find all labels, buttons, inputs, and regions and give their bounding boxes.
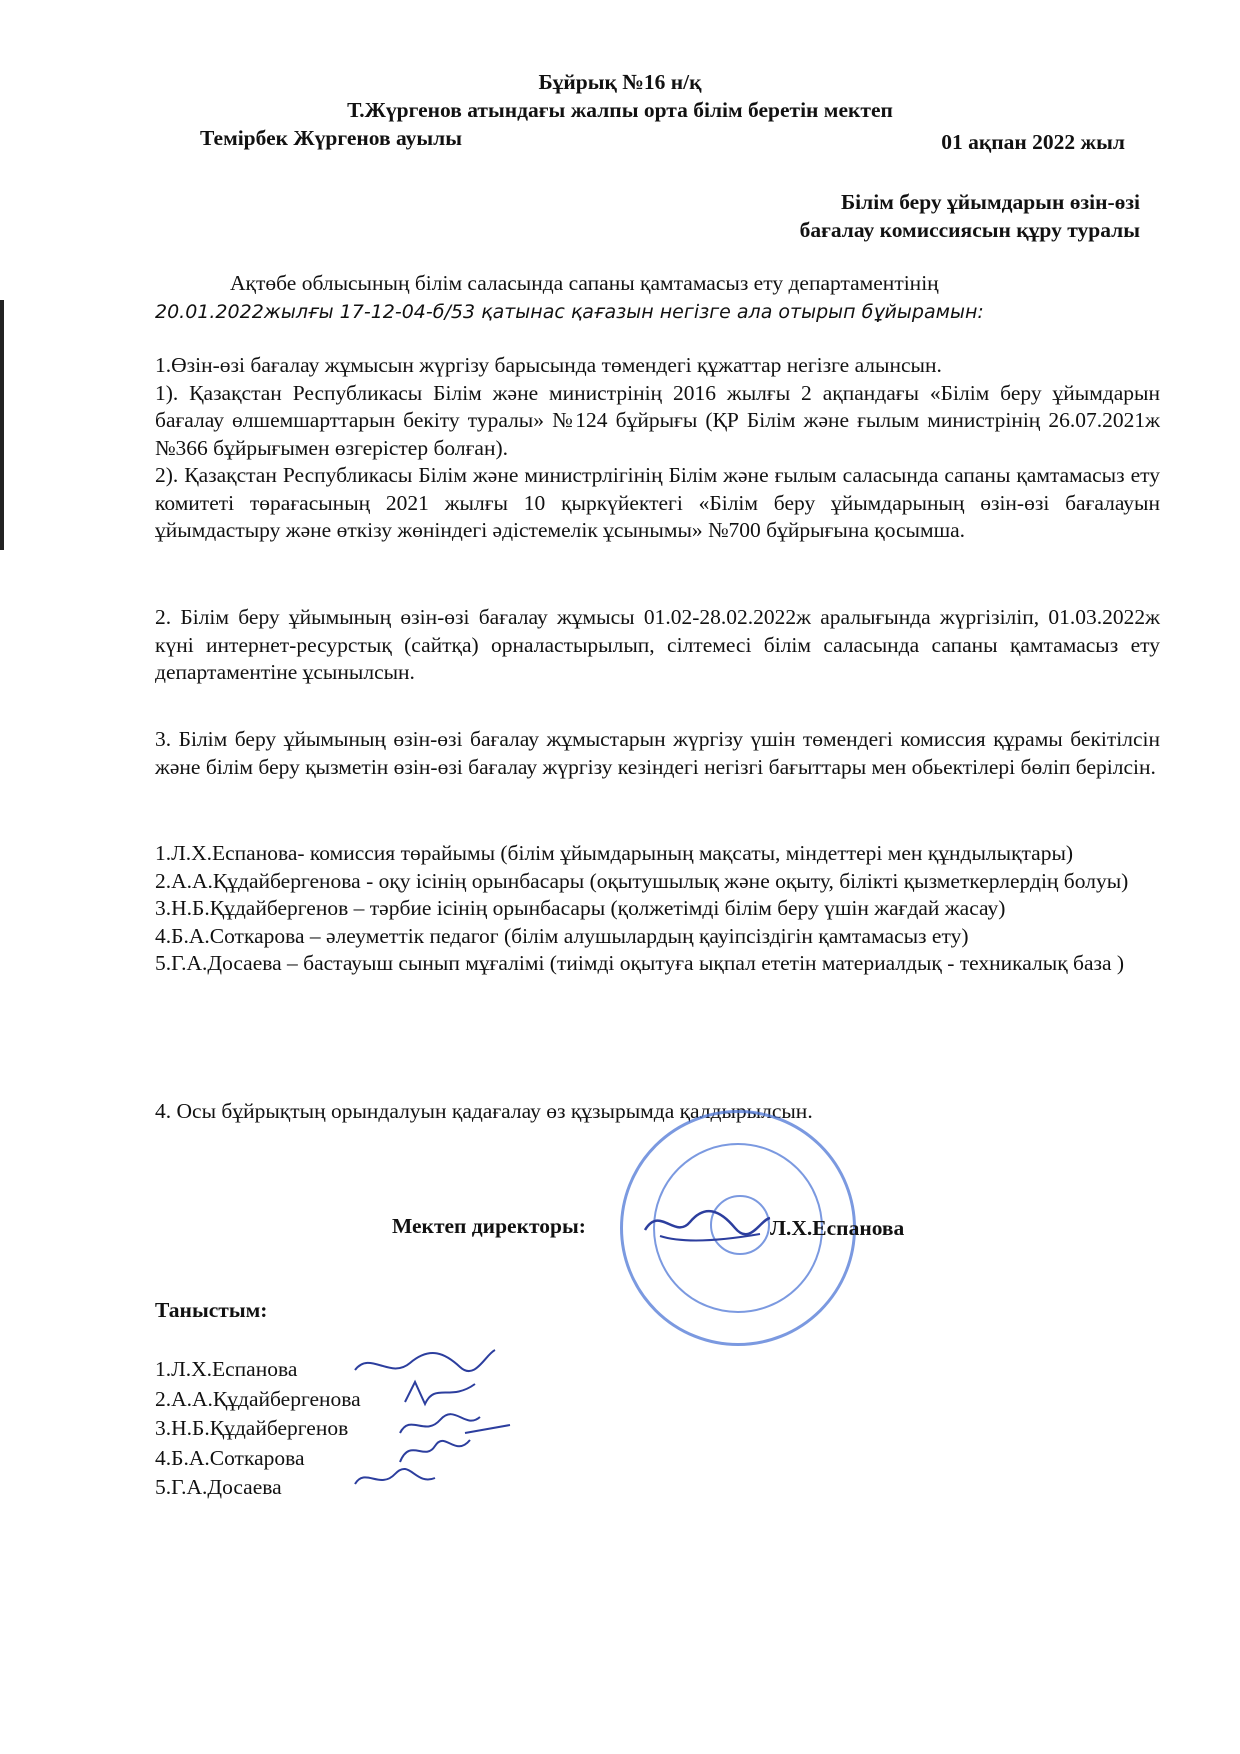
commission-members — [155, 840, 1160, 978]
member-item: 5.Г.А.Досаева – бастауыш сынып мұғалімі (тиімді оқытуға ықпал ететін материалдық - техникалық база ) — [155, 951, 1125, 975]
director-name: Л.Х.Еспанова — [770, 1216, 905, 1240]
village-name: Темірбек Жүргенов ауылы — [200, 126, 463, 150]
acquainted-name: 3.Н.Б.Құдайбергенов — [155, 1416, 349, 1440]
subject-line-2: бағалау комиссиясын құру туралы — [799, 218, 1140, 242]
order-date: 01 ақпан 2022 жыл — [941, 130, 1125, 154]
acquainted-name: 1.Л.Х.Еспанова — [155, 1357, 298, 1381]
point-1 — [155, 352, 1160, 545]
scan-edge-mark — [0, 300, 4, 550]
point-1-title: 1.Өзін-өзі бағалау жұмысын жүргізу барысында төмендегі құжаттар негізге алынсын. — [155, 353, 942, 377]
point-2: 2. Білім беру ұйымының өзін-өзі бағалау жұмысы 01.02-28.02.2022ж аралығында жүргізіліп, 01.03.2022ж күні интернет-ресурстық (сайтқа) орналастырылып, сілтемесі білім саласында сапаны қамтамасыз ету департаментіне ұсынылсын. — [155, 605, 1160, 684]
point-1-item-a: 1). Қазақстан Республикасы Білім және министрінің 2016 жылғы 2 ақпандағы «Білім беру ұйымдарын бағалау өлшемшарттарын бекіту туралы» №124 бұйрығы (ҚР Білім және ғылым министрінің 26.07.2021ж №366 бұйрығымен өзгерістер болған). — [155, 380, 1160, 460]
director-signature-icon — [640, 1200, 775, 1250]
acquainted-name: 4.Б.А.Соткарова — [155, 1445, 305, 1470]
intro-handwritten-text: 20.01.2022жылғы 17-12-04-б/53 қатынас қағазын негізге ала отырып бұйырамын: — [155, 300, 984, 323]
acquainted-list — [155, 1355, 361, 1503]
point-1-item-b: 2). Қазақстан Республикасы Білім және министрлігінің Білім және ғылым саласында сапаны қамтамасыз ету комитеті төрағасының 2021 жылғы 10 қыркүйектегі «Білім беру ұйымдарының өзін-өзі бағалауын ұйымдастыру және өткізу жөніндегі әдістемелік ұсынымы» №700 бұйрығына қосымша. — [155, 463, 1160, 542]
member-item: 3.Н.Б.Құдайбергенов – тәрбие ісінің орынбасары (қолжетімді білім беру үшін жағдай жасау) — [155, 896, 1006, 920]
acquainted-name: 5.Г.А.Досаева — [155, 1475, 282, 1499]
acquainted-name: 2.А.А.Құдайбергенова — [155, 1386, 361, 1411]
school-name: Т.Жүргенов атындағы жалпы орта білім беретін мектеп — [347, 98, 893, 122]
member-item: 4.Б.А.Соткарова – әлеуметтік педагог (білім алушылардың қауіпсіздігін қамтамасыз ету) — [155, 923, 969, 948]
member-item: 1.Л.Х.Еспанова- комиссия төрайымы (білім ұйымдарының мақсаты, міндеттері мен құндылықтары) — [155, 841, 1074, 865]
signature-5-icon — [350, 1462, 440, 1497]
member-item: 2.А.А.Құдайбергенова - оқу ісінің орынбасары (оқытушылық және оқыту, білікті қызметкерлердің болуы) — [155, 868, 1129, 893]
director-role: Мектеп директоры: — [392, 1214, 586, 1238]
intro-text: Ақтөбе облысының білім саласында сапаны қамтамасыз ету департаментінің — [230, 271, 939, 295]
point-4: 4. Осы бұйрықтың орындалуын қадағалау өз құзырымда қалдырылсын. — [155, 1099, 813, 1123]
intro-paragraph — [155, 270, 1160, 326]
point-3: 3. Білім беру ұйымының өзін-өзі бағалау жұмыстарын жүргізу үшін төмендегі комиссия құрамы бекітілсін және білім беру қызметін өзін-өзі бағалау жүргізу кезіндегі негізгі бағыттары мен обьектілері бөліп берілсін. — [155, 727, 1160, 779]
acquainted-title: Таныстым: — [155, 1298, 268, 1322]
subject-line-1: Білім беру ұйымдарын өзін-өзі — [840, 190, 1140, 214]
order-number: Бұйрық №16 н/қ — [538, 70, 702, 94]
